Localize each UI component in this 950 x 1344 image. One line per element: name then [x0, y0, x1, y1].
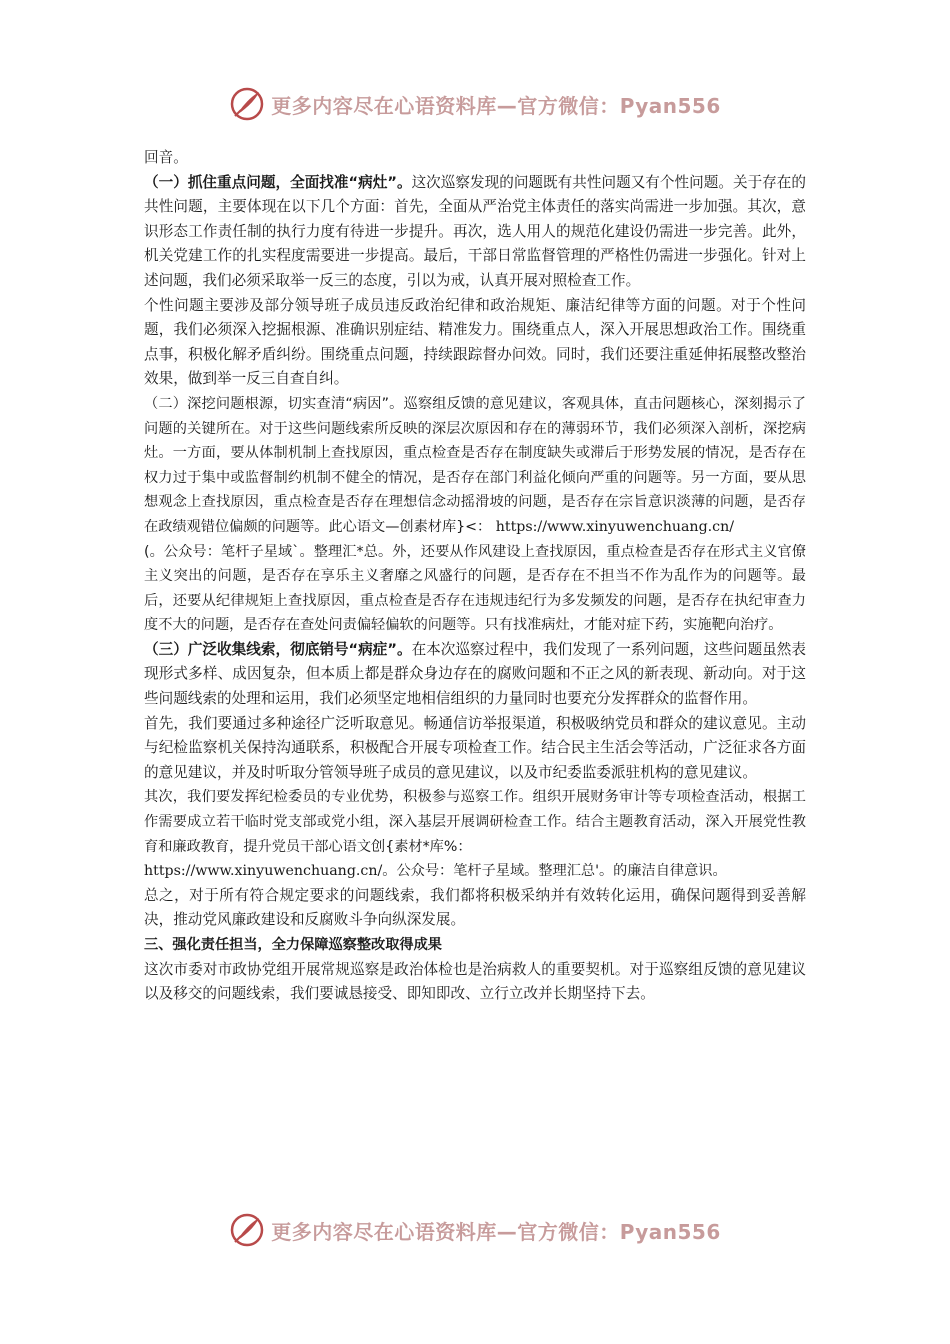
website-link[interactable]: https://www.xinyuwenchuang.cn/ [495, 518, 735, 535]
document-body [144, 146, 806, 1007]
section-title: 三、强化责任担当，全力保障巡察整改取得成果 [144, 937, 442, 953]
quill-logo-icon [229, 86, 265, 122]
paragraph: 这次市委对市政协党组开展常规巡察是政治体检也是治病救人的重要契机。对于巡察组反馈的意见建议以及移交的问题线索，我们要诚恳接受、即知即改、立行立改并长期坚持下去。 [144, 960, 806, 1003]
paragraph: （一）抓住重点问题，全面找准“病灶”。这次巡察发现的问题既有共性问题又有个性问题。关于存在的共性问题，主要体现在以下几个方面：首先，全面从严治党主体责任的落实尚需进一步加强。其次，意识形态工作责任制的执行力度有待进一步提升。再次，选人用人的规范化建设仍需进一步完善。此外，机关党建工作的扎实程度需要进一步提高。最后，干部日常监督管理的严格性仍需进一步强化。针对上述问题，我们必须采取举一反三的态度，引以为戒，认真开展对照检查工作。 [144, 173, 806, 289]
header-watermark-banner [0, 82, 950, 126]
paragraph: 回音。 [144, 149, 188, 166]
quill-logo-icon [229, 1212, 265, 1248]
watermark-text: 更多内容尽在心语资料库—官方微信：Pyan556 [271, 93, 721, 118]
section-heading: （三）广泛收集线索，彻底销号“病症”。 [144, 640, 412, 658]
footer-watermark-banner [0, 1208, 950, 1252]
paragraph: 个性问题主要涉及部分领导班子成员违反政治纪律和政治规矩、廉洁纪律等方面的问题。对于个性问题，我们必须深入挖掘根源、准确识别症结、精准发力。围绕重点人，深入开展思想政治工作。围绕重点事，积极化解矛盾纠纷。围绕重点问题，持续跟踪督办问效。同时，我们还要注重延伸拓展整改整治效果，做到举一反三自查自纠。 [144, 296, 806, 388]
paragraph: 总之，对于所有符合规定要求的问题线索，我们都将积极采纳并有效转化运用，确保问题得到妥善解决，推动党风廉政建设和反腐败斗争向纵深发展。 [144, 886, 806, 929]
website-link[interactable]: https://www.xinyuwenchuang.cn/ [144, 863, 383, 880]
paragraph: （三）广泛收集线索，彻底销号“病症”。在本次巡察过程中，我们发现了一系列问题，这些问题虽然表现形式多样、成因复杂，但本质上都是群众身边存在的腐败问题和不正之风的新表现、新动向。对于这些问题线索的处理和运用，我们必须坚定地相信组织的力量同时也要充分发挥群众的监督作用。 [144, 640, 806, 708]
paragraph: 其次，我们要发挥纪检委员的专业优势，积极参与巡察工作。组织开展财务审计等专项检查活动，根据工作需要成立若干临时党支部或党小组，深入基层开展调研检查工作。结合主题教育活动，深入开展党性教育和廉政教育，提升党员干部心语文创{素材*库%： https://www.xinyuwenchuang.cn/。公众号：笔杆子星域。整理汇总'。的廉洁自律意识。 [144, 789, 806, 880]
paragraph: （二）深挖问题根源，切实查清“病因”。巡察组反馈的意见建议，客观具体，直击问题核心，深刻揭示了问题的关键所在。对于这些问题线索所反映的深层次原因和存在的薄弱环节，我们必须深入剖析，深挖病灶。一方面，要从体制机制上查找原因，重点检查是否存在制度缺失或滞后于形势发展的情况，是否存在权力过于集中或监督制约机制不健全的情况，是否存在部门利益化倾向严重的问题等。另一方面，要从思想观念上查找原因，重点检查是否存在理想信念动摇滑坡的问题，是否存在宗旨意识淡薄的问题，是否存在政绩观错位偏颇的问题等。此心语文—创素材库}<： https://www.xinyuwenchuang.cn/ (。公众号：笔杆子星域`。整理汇*总。外，还要从作风建设上查找原因，重点检查是否存在形式主义官僚主义突出的问题，是否存在享乐主义奢靡之风盛行的问题，是否存在不担当不作为乱作为的问题等。最后，还要从纪律规矩上查找原因，重点检查是否存在违规违纪行为多发频发的问题，是否存在执纪审查力度不大的问题，是否存在查处问责偏轻偏软的问题等。只有找准病灶，才能对症下药，实施靶向治疗。 [144, 395, 806, 634]
section-heading: （一）抓住重点问题，全面找准“病灶”。 [144, 173, 412, 191]
watermark-text: 更多内容尽在心语资料库—官方微信：Pyan556 [271, 1219, 721, 1244]
paragraph: 首先，我们要通过多种途径广泛听取意见。畅通信访举报渠道，积极吸纳党员和群众的建议意见。主动与纪检监察机关保持沟通联系，积极配合开展专项检查工作。结合民主生活会等活动，广泛征求各方面的意见建议，并及时听取分管领导班子成员的意见建议，以及市纪委监委派驻机构的意见建议。 [144, 714, 806, 781]
